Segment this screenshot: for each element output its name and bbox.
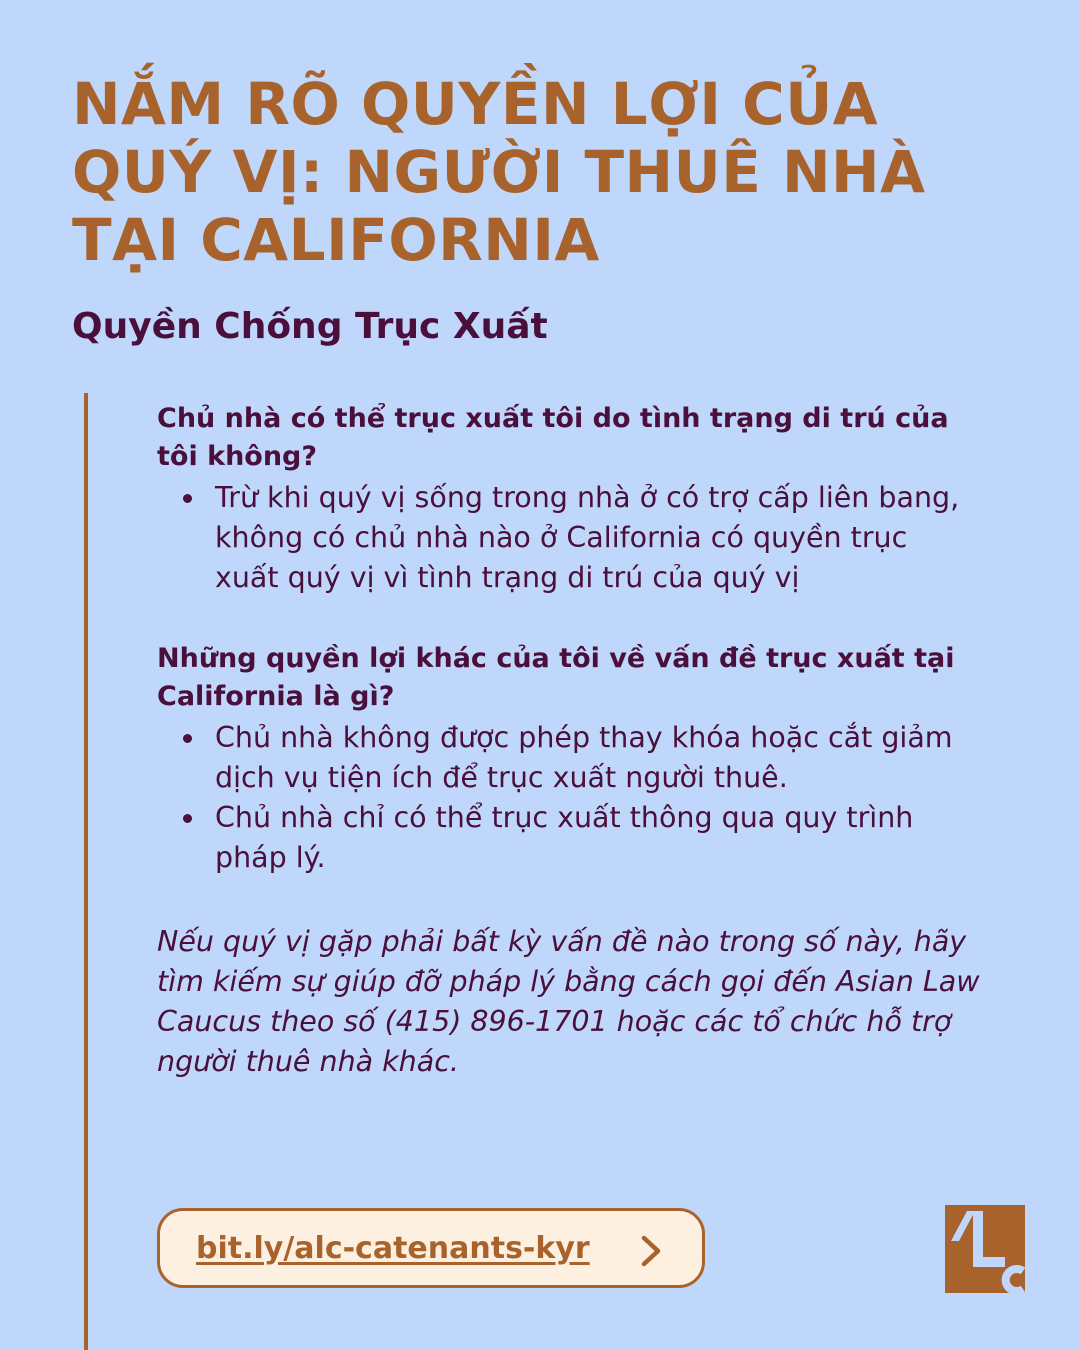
answer-list [157, 718, 987, 878]
answer-item [215, 478, 987, 598]
faq-question: Chủ nhà có thể trục xuất tôi do tình trạng di trú của tôi không? [157, 403, 949, 472]
answer-item [215, 718, 987, 798]
page-title: NẮM RÕ QUYỀN LỢI CỦA QUÝ VỊ: NGƯỜI THUÊ NHÀ TẠI CALIFORNIA [72, 70, 926, 274]
alc-logo-icon [945, 1205, 1025, 1293]
answer-text: Trừ khi quý vị sống trong nhà ở có trợ cấp liên bang, không có chủ nhà nào ở California có quyền trục xuất quý vị vì tình trạng di trú của quý vị [215, 481, 960, 594]
legal-help-note: Nếu quý vị gặp phải bất kỳ vấn đề nào trong số này, hãy tìm kiếm sự giúp đỡ pháp lý bằng cách gọi đến Asian Law Caucus theo số (415) 896-1701 hoặc các tổ chức hỗ trợ người thuê nhà khác. [157, 925, 980, 1078]
faq-section-immigration-status [157, 400, 987, 598]
resource-link-button[interactable] [157, 1208, 705, 1288]
bullet-icon [183, 814, 192, 823]
vertical-divider [84, 393, 88, 1350]
content-area [157, 400, 987, 1082]
page-subtitle: Quyền Chống Trục Xuất [72, 306, 548, 347]
answer-text: Chủ nhà không được phép thay khóa hoặc cắt giảm dịch vụ tiện ích để trục xuất người thuê. [215, 721, 953, 794]
answer-text: Chủ nhà chỉ có thể trục xuất thông qua quy trình pháp lý. [215, 801, 914, 874]
bullet-icon [183, 734, 192, 743]
faq-question: Những quyền lợi khác của tôi về vấn đề trục xuất tại California là gì? [157, 643, 955, 712]
resource-link-label[interactable]: bit.ly/alc-catenants-kyr [196, 1230, 590, 1266]
answer-item [215, 798, 987, 878]
faq-section-other-rights [157, 640, 987, 878]
answer-list [157, 478, 987, 598]
bullet-icon [183, 494, 192, 503]
chevron-right-icon [640, 1235, 662, 1267]
